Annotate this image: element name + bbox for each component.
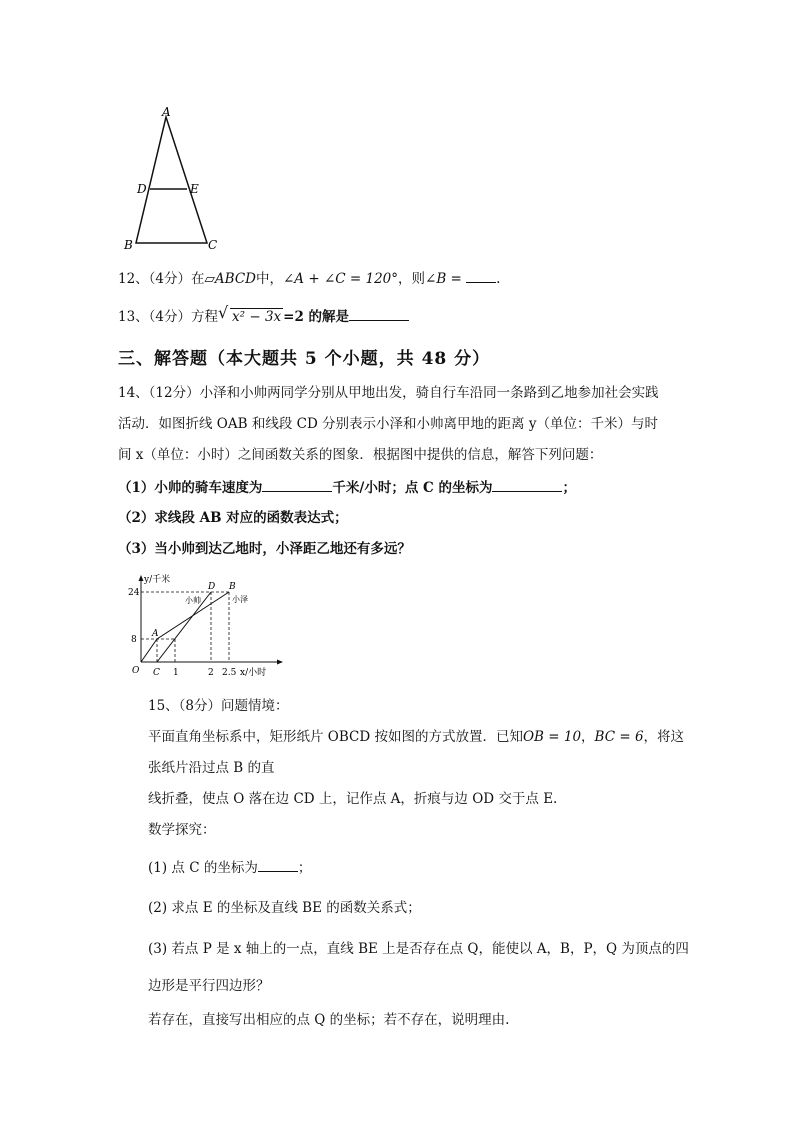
q15-line1: 15、（8分）问题情境： <box>148 698 289 714</box>
question-12 <box>118 268 500 289</box>
q15-ob: OB = 10 <box>522 729 582 745</box>
point-b-label: B <box>229 582 236 592</box>
triangle-figure <box>115 105 225 255</box>
y-tick-8: 8 <box>131 635 137 645</box>
q13-rhs: =2 的解是 <box>283 309 350 325</box>
point-d-label: D <box>208 582 216 592</box>
q12-sep: ，则 <box>398 271 426 287</box>
q15-line5: 数学探究： <box>148 822 216 838</box>
q15-line2-c: ， <box>581 729 595 745</box>
label-e: E <box>190 182 199 196</box>
x-tick-2: 2 <box>208 668 214 678</box>
question-13 <box>118 303 409 327</box>
q15-line2-e: ，将这 <box>643 729 685 745</box>
q12-ask: ∠B = <box>425 271 462 287</box>
q14-part3: （3）当小帅到达乙地时，小泽距乙地还有多远？ <box>118 541 411 557</box>
section-heading: 三、解答题（本大题共 5 个小题，共 48 分） <box>118 349 491 369</box>
point-a-label: A <box>152 629 159 639</box>
x-tick-25: 2.5 <box>222 668 237 678</box>
label-d: D <box>137 182 147 196</box>
q15-part3-c: 若存在，直接写出相应的点 Q 的坐标；若不存在，说明理由. <box>148 1012 510 1028</box>
q14-speed-blank[interactable] <box>262 477 332 492</box>
q14-part1-c: ； <box>562 480 576 496</box>
q15-bc: BC = 6 <box>594 729 644 745</box>
x-tick-1: 1 <box>173 668 179 678</box>
q15-line2-a: 平面直角坐标系中，矩形纸片 OBCD 按如图的方式放置．已知 <box>148 729 523 745</box>
y-axis-label: y/千米 <box>144 575 171 585</box>
q14-part1-a: （1）小帅的骑车速度为 <box>118 480 263 496</box>
q13-prefix: 13、（4分）方程 <box>118 309 219 325</box>
q15-part1-b: ； <box>297 860 312 876</box>
label-c: C <box>208 238 218 252</box>
q15-part1 <box>148 857 311 878</box>
origin-label: O <box>132 666 140 676</box>
q14-part1-b: 千米/小时；点 C 的坐标为 <box>332 480 493 496</box>
q13-radicand: x² − 3x <box>232 309 282 325</box>
q15-part3-b: 边形是平行四边形？ <box>148 978 270 994</box>
q12-prefix: 12、（4分）在 <box>118 271 205 287</box>
q15-part1-a: (1) 点 C 的坐标为 <box>148 860 258 876</box>
q14-line3: 间 x（单位：小时）之间函数关系的图象．根据图中提供的信息，解答下列问题： <box>118 447 603 463</box>
q12-middle: 中， <box>256 271 283 287</box>
q12-parallelogram: ▱ABCD <box>204 271 256 287</box>
q14-part2: （2）求线段 AB 对应的函数表达式； <box>118 510 348 526</box>
sqrt-expression: √ x² − 3x <box>218 303 282 325</box>
q14-part1 <box>118 477 576 498</box>
triangle-abc <box>136 117 207 243</box>
xiaoze-label: 小泽 <box>232 595 248 604</box>
q15-point-c-blank[interactable] <box>258 857 298 872</box>
distance-time-graph <box>128 572 288 682</box>
q14-line1: 14、（12分）小泽和小帅两同学分别从甲地出发，骑自行车沿同一条路到乙地参加社会实践 <box>118 385 659 401</box>
y-axis-arrow <box>139 575 144 581</box>
q12-answer-blank[interactable] <box>466 268 496 283</box>
q15-line2 <box>148 727 684 747</box>
q14-line2: 活动．如图折线 OAB 和线段 CD 分别表示小泽和小帅离甲地的距离 y（单位：千米）与时 <box>118 416 658 432</box>
q15-part3-a: (3) 若点 P 是 x 轴上的一点，直线 BE 上是否存在点 Q，能使以 A，B，P，Q 为顶点的四 <box>148 941 689 957</box>
x-axis-label: x/小时 <box>240 668 267 678</box>
q15-line4: 线折叠，使点 O 落在边 CD 上，记作点 A，折痕与边 OD 交于点 E. <box>148 791 558 807</box>
q15-part2: (2) 求点 E 的坐标及直线 BE 的函数关系式； <box>148 900 421 916</box>
y-tick-24: 24 <box>128 588 140 598</box>
q15-line3: 张纸片沿过点 B 的直 <box>148 760 275 776</box>
xiaoshuai-line <box>157 592 211 662</box>
label-a: A <box>162 105 171 119</box>
xiaoshuai-label: 小帅 <box>185 596 201 605</box>
q12-condition: ∠A + ∠C = 120° <box>283 271 399 287</box>
q14-point-c-blank[interactable] <box>492 477 562 492</box>
label-b: B <box>124 238 133 252</box>
point-c-label: C <box>153 668 160 678</box>
x-axis-arrow <box>277 660 283 665</box>
q13-answer-blank[interactable] <box>349 306 409 321</box>
q12-suffix: . <box>496 271 501 287</box>
